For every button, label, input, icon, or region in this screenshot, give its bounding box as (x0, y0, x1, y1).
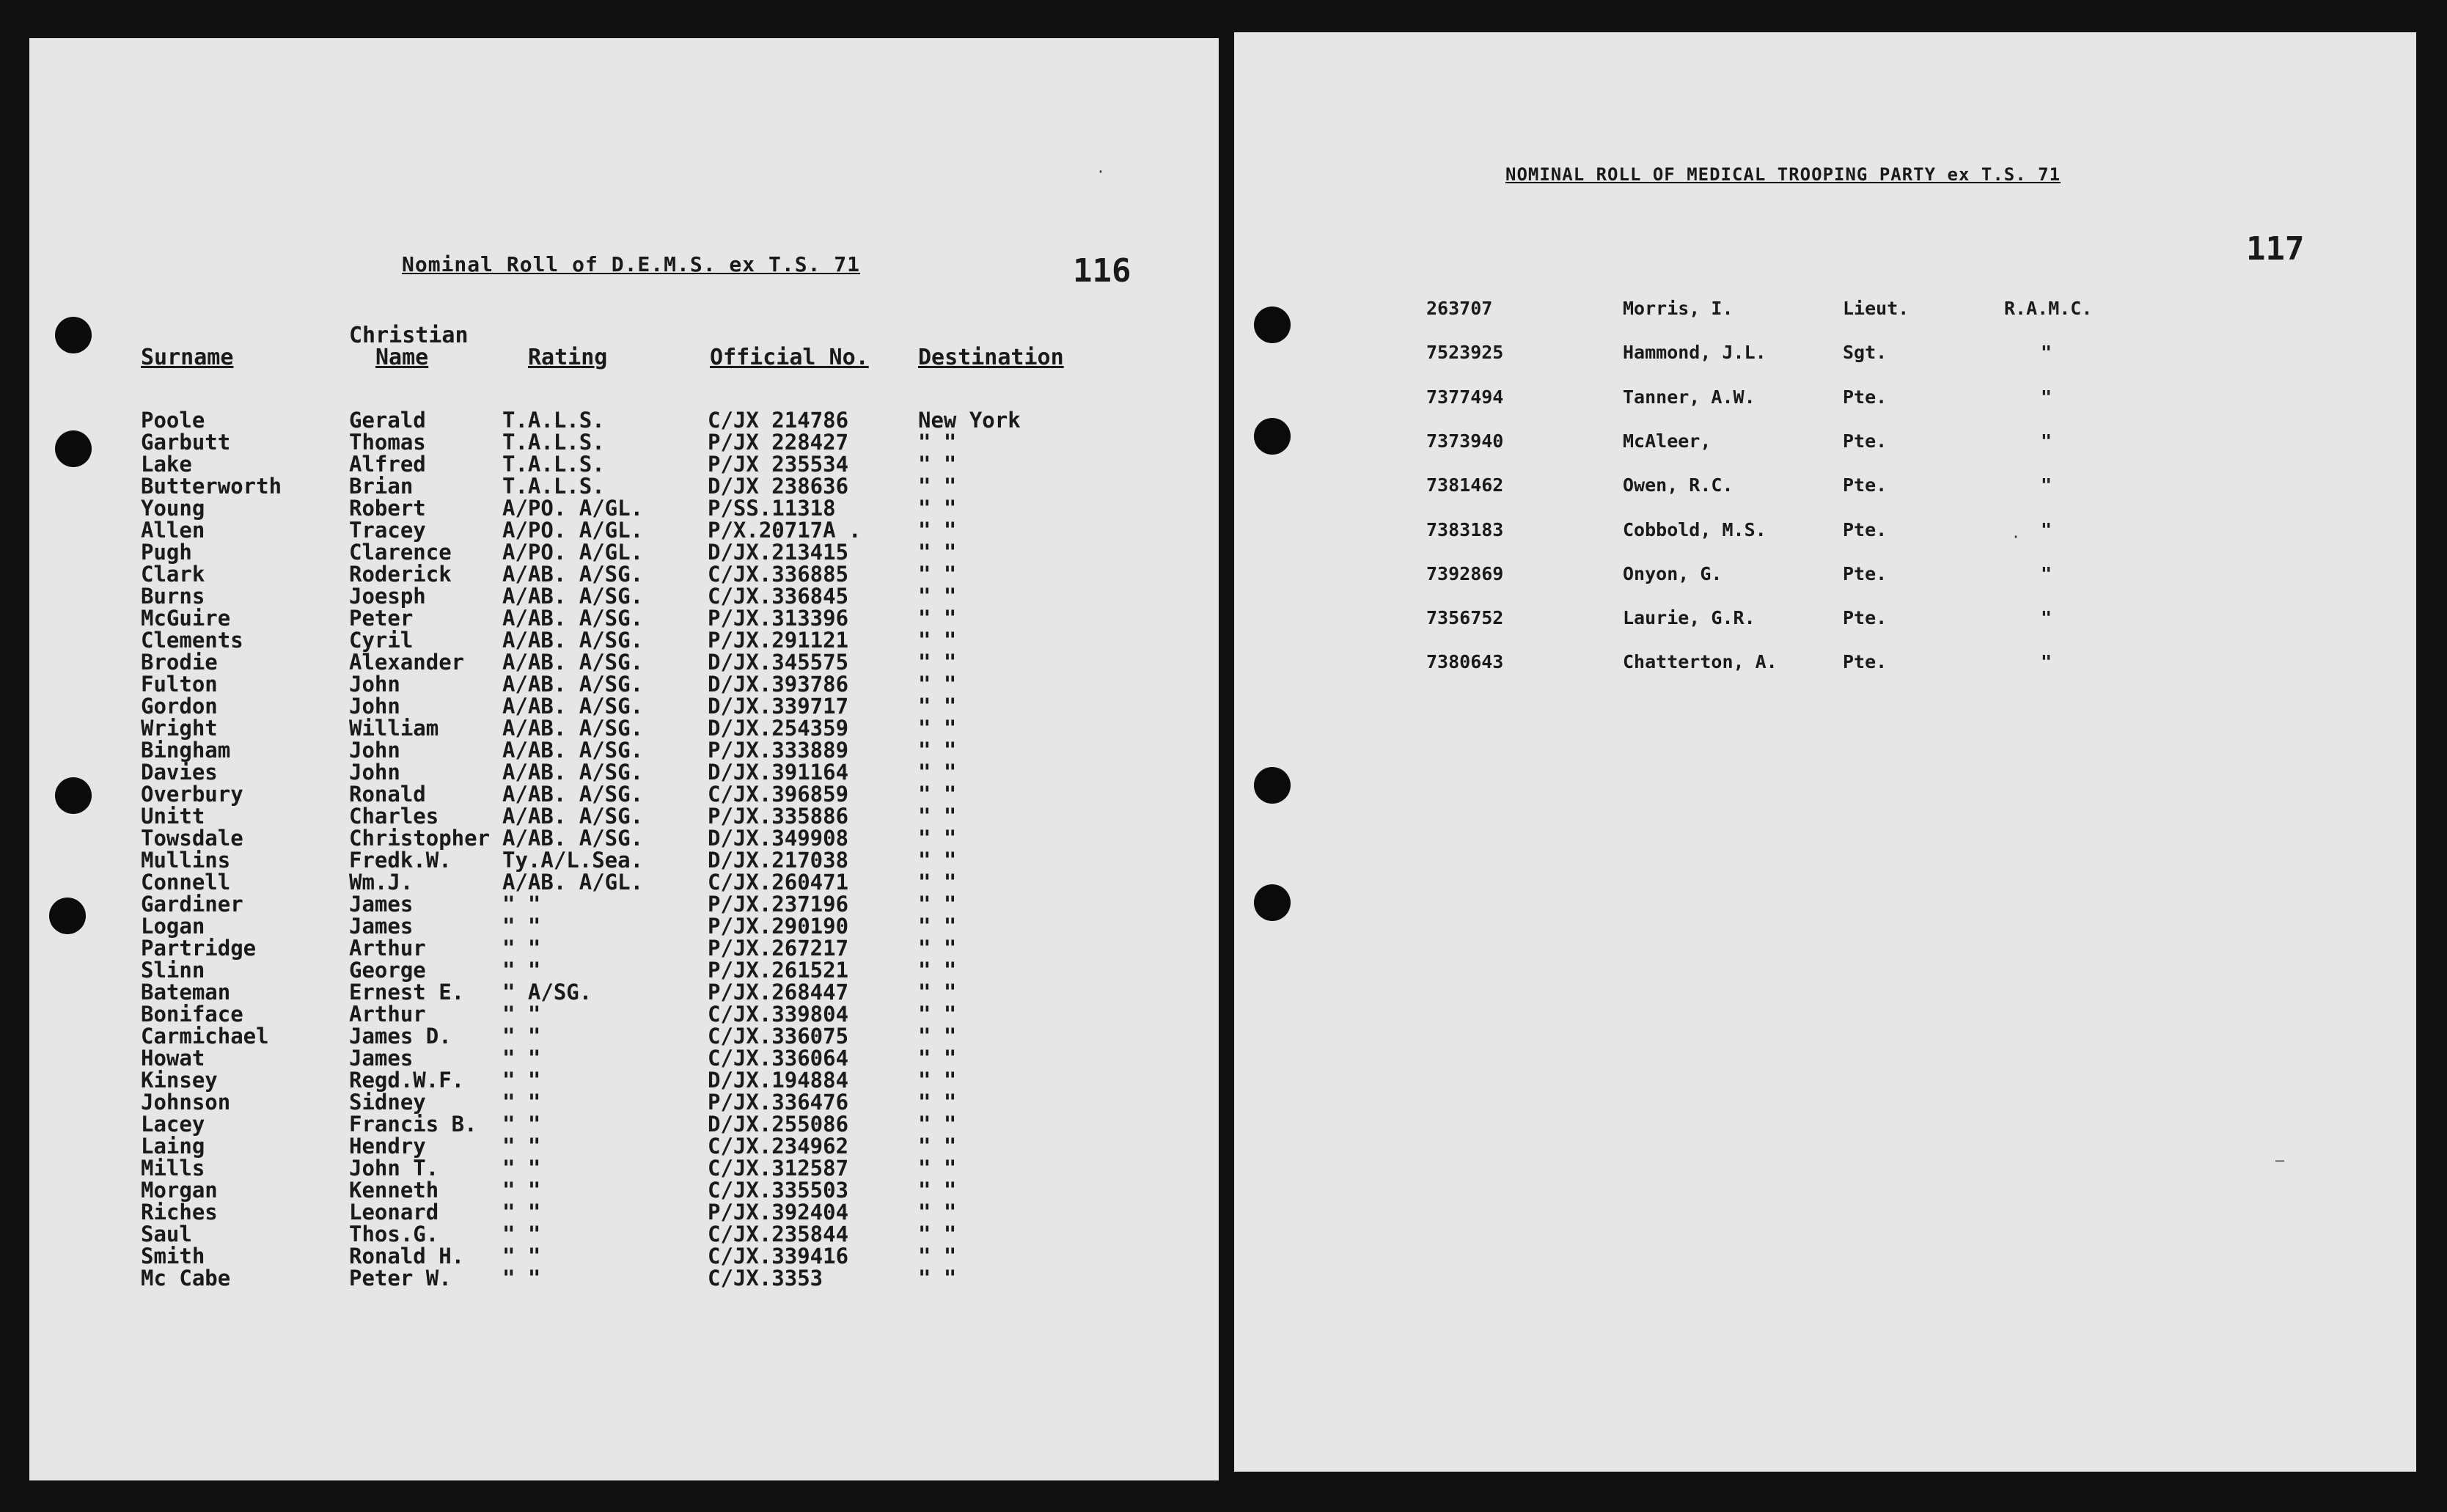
cell-rating: A/AB. A/SG. (502, 562, 644, 587)
cell-official-no: C/JX.339804 (708, 1002, 849, 1027)
cell-rating: T.A.L.S. (502, 408, 605, 433)
cell-surname: Carmichael (141, 1024, 269, 1049)
cell-official-no: C/JX.312587 (708, 1156, 849, 1181)
cell-rating: A/AB. A/SG. (502, 716, 644, 741)
cell-surname: Mills (141, 1156, 205, 1181)
cell-destination: " " (918, 760, 957, 785)
cell-destination: " " (918, 452, 957, 477)
cell-official-no: D/JX.213415 (708, 540, 849, 565)
cell-rating: A/AB. A/SG. (502, 628, 644, 653)
header-christian-line2: Name (375, 345, 429, 370)
cell-official-no: P/JX.268447 (708, 980, 849, 1005)
cell-surname: Kinsey (141, 1068, 218, 1093)
cell-christian-name: Hendry (349, 1134, 426, 1159)
dot-mark: · (2011, 528, 2021, 546)
cell-destination: " " (918, 980, 957, 1005)
cell-rank: Pte. (1843, 562, 1887, 584)
cell-rating: " " (502, 1046, 541, 1071)
cell-name: Tanner, A.W. (1623, 386, 1756, 408)
cell-destination: " " (918, 738, 957, 763)
cell-surname: Unitt (141, 804, 205, 829)
punch-hole (1254, 418, 1291, 455)
cell-official-no: C/JX 214786 (708, 408, 849, 433)
cell-surname: Connell (141, 870, 231, 895)
cell-official-no: P/JX.290190 (708, 914, 849, 939)
cell-destination: " " (918, 694, 957, 719)
cell-rating: " " (502, 914, 541, 939)
cell-christian-name: Ernest E. (349, 980, 465, 1005)
cell-official-no: C/JX.336845 (708, 584, 849, 609)
cell-surname: Smith (141, 1244, 205, 1269)
cell-rating: " " (502, 1134, 541, 1159)
cell-service-number: 7356752 (1426, 607, 1504, 629)
cell-destination: " " (918, 892, 957, 917)
cell-rank: Pte. (1843, 607, 1887, 629)
cell-destination: " " (918, 1090, 957, 1115)
cell-christian-name: James (349, 1046, 414, 1071)
cell-christian-name: Arthur (349, 936, 426, 961)
cell-surname: Mullins (141, 848, 231, 873)
cell-surname: Towsdale (141, 826, 243, 851)
cell-surname: Davies (141, 760, 218, 785)
cell-surname: Boniface (141, 1002, 243, 1027)
cell-christian-name: Peter W. (349, 1266, 452, 1291)
cell-official-no: C/JX.335503 (708, 1178, 849, 1203)
cell-destination: " " (918, 518, 957, 543)
cell-service-number: 7392869 (1426, 562, 1504, 584)
cell-official-no: C/JX.336075 (708, 1024, 849, 1049)
cell-rating: A/AB. A/SG. (502, 826, 644, 851)
cell-destination: " " (918, 474, 957, 499)
cell-surname: Slinn (141, 958, 205, 983)
cell-christian-name: Sidney (349, 1090, 426, 1115)
cell-official-no: C/JX.234962 (708, 1134, 849, 1159)
cell-christian-name: Joesph (349, 584, 426, 609)
cell-rating: " A/SG. (502, 980, 593, 1005)
cell-service-number: 263707 (1426, 298, 1493, 319)
cell-surname: Garbutt (141, 430, 231, 455)
cell-destination: " " (918, 1046, 957, 1071)
cell-rating: A/AB. A/SG. (502, 672, 644, 697)
page-title: Nominal Roll of D.E.M.S. ex T.S. 71 (402, 252, 861, 276)
cell-christian-name: Leonard (349, 1200, 439, 1225)
cell-christian-name: Ronald H. (349, 1244, 465, 1269)
cell-christian-name: John (349, 672, 400, 697)
cell-rating: A/AB. A/SG. (502, 760, 644, 785)
cell-christian-name: John (349, 738, 400, 763)
cell-destination: " " (918, 804, 957, 829)
cell-name: Laurie, G.R. (1623, 607, 1756, 629)
cell-official-no: P/JX.291121 (708, 628, 849, 653)
cell-surname: Pugh (141, 540, 192, 565)
cell-official-no: D/JX.255086 (708, 1112, 849, 1137)
cell-official-no: P/JX.267217 (708, 936, 849, 961)
cell-official-no: C/JX.336885 (708, 562, 849, 587)
header-destination: Destination (918, 345, 1064, 370)
cell-official-no: C/JX.396859 (708, 782, 849, 807)
cell-destination: " " (918, 936, 957, 961)
cell-surname: Wright (141, 716, 218, 741)
cell-christian-name: William (349, 716, 439, 741)
cell-rating: " " (502, 958, 541, 983)
cell-rank: Lieut. (1843, 298, 1909, 319)
cell-surname: Gardiner (141, 892, 243, 917)
cell-christian-name: Ronald (349, 782, 426, 807)
punch-hole (49, 898, 86, 934)
cell-rating: " " (502, 1112, 541, 1137)
cell-christian-name: Peter (349, 606, 414, 631)
cell-destination: " " (918, 1156, 957, 1181)
cell-christian-name: Brian (349, 474, 414, 499)
cell-rank: Pte. (1843, 430, 1887, 452)
cell-christian-name: Clarence (349, 540, 452, 565)
cell-christian-name: Charles (349, 804, 439, 829)
header-christian-line1: Christian (349, 323, 469, 348)
cell-christian-name: John (349, 694, 400, 719)
cell-destination: " " (918, 914, 957, 939)
cell-rating: T.A.L.S. (502, 474, 605, 499)
cell-destination: " " (918, 496, 957, 521)
cell-christian-name: John T. (349, 1156, 439, 1181)
cell-rating: A/AB. A/SG. (502, 694, 644, 719)
punch-hole (1254, 884, 1291, 921)
cell-rating: " " (502, 1266, 541, 1291)
cell-official-no: C/JX.235844 (708, 1222, 849, 1247)
cell-rating: A/PO. A/GL. (502, 518, 644, 543)
cell-destination: " " (918, 562, 957, 587)
cell-name: Chatterton, A. (1623, 651, 1778, 673)
cell-destination: " " (918, 848, 957, 873)
cell-christian-name: Tracey (349, 518, 426, 543)
cell-destination: " " (918, 430, 957, 455)
cell-service-number: 7373940 (1426, 430, 1504, 452)
cell-destination: " " (918, 1134, 957, 1159)
cell-name: Cobbold, M.S. (1623, 518, 1767, 540)
cell-official-no: D/JX.217038 (708, 848, 849, 873)
cell-christian-name: Thos.G. (349, 1222, 439, 1247)
cell-rating: Ty.A/L.Sea. (502, 848, 644, 873)
cell-destination: " " (918, 540, 957, 565)
cell-christian-name: Kenneth (349, 1178, 439, 1203)
cell-official-no: D/JX.391164 (708, 760, 849, 785)
cell-surname: Mc Cabe (141, 1266, 231, 1291)
cell-destination: " " (918, 672, 957, 697)
cell-christian-name: Fredk.W. (349, 848, 452, 873)
cell-rating: A/AB. A/GL. (502, 870, 644, 895)
page-title: NOMINAL ROLL OF MEDICAL TROOPING PARTY ex T.S. 71 (1505, 164, 2061, 185)
cell-official-no: P/JX.333889 (708, 738, 849, 763)
cell-rating: " " (502, 936, 541, 961)
cell-official-no: D/JX.349908 (708, 826, 849, 851)
cell-christian-name: James (349, 892, 414, 917)
cell-rating: A/AB. A/SG. (502, 738, 644, 763)
cell-official-no: D/JX.254359 (708, 716, 849, 741)
cell-unit: R.A.M.C. (2004, 298, 2093, 319)
cell-surname: Laing (141, 1134, 205, 1159)
cell-rating: A/PO. A/GL. (502, 496, 644, 521)
cell-rating: " " (502, 1156, 541, 1181)
cell-unit: " (2041, 607, 2052, 629)
cell-surname: Lacey (141, 1112, 205, 1137)
cell-christian-name: Arthur (349, 1002, 426, 1027)
cell-destination: " " (918, 826, 957, 851)
cell-unit: " (2041, 342, 2052, 364)
cell-service-number: 7380643 (1426, 651, 1504, 673)
cell-destination: New York (918, 408, 1021, 433)
cell-name: Owen, R.C. (1623, 474, 1734, 496)
cell-official-no: P/JX.261521 (708, 958, 849, 983)
cell-rating: " " (502, 1178, 541, 1203)
cell-official-no: C/JX.339416 (708, 1244, 849, 1269)
punch-hole (55, 777, 92, 814)
cell-official-no: C/JX.260471 (708, 870, 849, 895)
dash-mark: — (2275, 1151, 2285, 1169)
punch-hole (1254, 767, 1291, 804)
punch-hole (55, 430, 92, 467)
cell-christian-name: John (349, 760, 400, 785)
cell-rating: " " (502, 1200, 541, 1225)
cell-destination: " " (918, 870, 957, 895)
cell-christian-name: Wm.J. (349, 870, 414, 895)
cell-christian-name: Thomas (349, 430, 426, 455)
cell-surname: Fulton (141, 672, 218, 697)
cell-surname: McGuire (141, 606, 231, 631)
cell-service-number: 7377494 (1426, 386, 1504, 408)
cell-official-no: D/JX.194884 (708, 1068, 849, 1093)
cell-surname: Bateman (141, 980, 231, 1005)
cell-christian-name: Christopher (349, 826, 491, 851)
cell-official-no: D/JX.393786 (708, 672, 849, 697)
cell-surname: Saul (141, 1222, 192, 1247)
cell-name: McAleer, (1623, 430, 1712, 452)
cell-christian-name: Alexander (349, 650, 465, 675)
cell-surname: Partridge (141, 936, 257, 961)
cell-destination: " " (918, 1200, 957, 1225)
cell-official-no: P/JX.237196 (708, 892, 849, 917)
cell-unit: " (2041, 386, 2052, 408)
cell-unit: " (2041, 474, 2052, 496)
cell-destination: " " (918, 782, 957, 807)
left-document-page (29, 38, 1219, 1480)
cell-official-no: P/JX 228427 (708, 430, 849, 455)
page-number: 116 (1073, 252, 1131, 290)
cell-destination: " " (918, 650, 957, 675)
cell-christian-name: James (349, 914, 414, 939)
cell-surname: Bingham (141, 738, 231, 763)
cell-destination: " " (918, 1222, 957, 1247)
cell-destination: " " (918, 1244, 957, 1269)
header-official-no: Official No. (710, 345, 869, 370)
cell-destination: " " (918, 716, 957, 741)
cell-official-no: P/JX.392404 (708, 1200, 849, 1225)
cell-name: Onyon, G. (1623, 562, 1723, 584)
cell-christian-name: Francis B. (349, 1112, 477, 1137)
punch-hole (55, 317, 92, 353)
cell-name: Hammond, J.L. (1623, 342, 1767, 364)
cell-christian-name: Alfred (349, 452, 426, 477)
cell-surname: Clements (141, 628, 243, 653)
punch-hole (1254, 307, 1291, 343)
cell-unit: " (2041, 651, 2052, 673)
cell-official-no: P/JX.336476 (708, 1090, 849, 1115)
cell-rating: " " (502, 1244, 541, 1269)
cell-rating: " " (502, 892, 541, 917)
cell-surname: Poole (141, 408, 205, 433)
dot-mark: · (1096, 163, 1106, 180)
cell-rank: Pte. (1843, 474, 1887, 496)
cell-surname: Young (141, 496, 205, 521)
cell-rank: Pte. (1843, 386, 1887, 408)
cell-christian-name: Cyril (349, 628, 414, 653)
cell-surname: Johnson (141, 1090, 231, 1115)
page-number: 117 (2246, 230, 2305, 268)
cell-service-number: 7523925 (1426, 342, 1504, 364)
cell-official-no: P/JX 235534 (708, 452, 849, 477)
cell-surname: Allen (141, 518, 205, 543)
cell-service-number: 7383183 (1426, 518, 1504, 540)
cell-unit: " (2041, 518, 2052, 540)
cell-christian-name: George (349, 958, 426, 983)
cell-surname: Butterworth (141, 474, 282, 499)
cell-official-no: C/JX.336064 (708, 1046, 849, 1071)
cell-christian-name: Gerald (349, 408, 426, 433)
cell-official-no: P/X.20717A . (708, 518, 862, 543)
cell-rating: " " (502, 1002, 541, 1027)
cell-rating: A/AB. A/SG. (502, 782, 644, 807)
cell-destination: " " (918, 1024, 957, 1049)
cell-surname: Gordon (141, 694, 218, 719)
header-rating: Rating (528, 345, 608, 370)
cell-rating: A/AB. A/SG. (502, 804, 644, 829)
cell-christian-name: Regd.W.F. (349, 1068, 465, 1093)
cell-christian-name: Robert (349, 496, 426, 521)
cell-unit: " (2041, 562, 2052, 584)
cell-rating: " " (502, 1068, 541, 1093)
cell-destination: " " (918, 1112, 957, 1137)
cell-rank: Pte. (1843, 651, 1887, 673)
cell-rating: T.A.L.S. (502, 452, 605, 477)
cell-destination: " " (918, 606, 957, 631)
cell-rating: A/AB. A/SG. (502, 650, 644, 675)
cell-surname: Logan (141, 914, 205, 939)
cell-official-no: C/JX.3353 (708, 1266, 823, 1291)
cell-rating: " " (502, 1222, 541, 1247)
cell-surname: Overbury (141, 782, 243, 807)
cell-destination: " " (918, 1266, 957, 1291)
cell-rating: " " (502, 1090, 541, 1115)
cell-official-no: P/JX.335886 (708, 804, 849, 829)
cell-destination: " " (918, 1178, 957, 1203)
cell-official-no: D/JX.339717 (708, 694, 849, 719)
cell-destination: " " (918, 628, 957, 653)
cell-christian-name: James D. (349, 1024, 452, 1049)
cell-destination: " " (918, 1068, 957, 1093)
cell-service-number: 7381462 (1426, 474, 1504, 496)
cell-surname: Burns (141, 584, 205, 609)
cell-official-no: D/JX 238636 (708, 474, 849, 499)
cell-official-no: D/JX.345575 (708, 650, 849, 675)
cell-destination: " " (918, 958, 957, 983)
right-document-page (1234, 32, 2416, 1472)
cell-christian-name: Roderick (349, 562, 452, 587)
cell-surname: Clark (141, 562, 205, 587)
cell-official-no: P/SS.11318 (708, 496, 836, 521)
cell-surname: Morgan (141, 1178, 218, 1203)
cell-name: Morris, I. (1623, 298, 1734, 319)
cell-surname: Howat (141, 1046, 205, 1071)
cell-rating: T.A.L.S. (502, 430, 605, 455)
cell-destination: " " (918, 1002, 957, 1027)
cell-surname: Lake (141, 452, 192, 477)
cell-rating: A/PO. A/GL. (502, 540, 644, 565)
cell-rating: " " (502, 1024, 541, 1049)
cell-rating: A/AB. A/SG. (502, 584, 644, 609)
cell-surname: Brodie (141, 650, 218, 675)
header-surname: Surname (141, 345, 234, 370)
cell-rating: A/AB. A/SG. (502, 606, 644, 631)
cell-rank: Sgt. (1843, 342, 1887, 364)
cell-surname: Riches (141, 1200, 218, 1225)
cell-official-no: P/JX.313396 (708, 606, 849, 631)
cell-unit: " (2041, 430, 2052, 452)
cell-rank: Pte. (1843, 518, 1887, 540)
cell-destination: " " (918, 584, 957, 609)
